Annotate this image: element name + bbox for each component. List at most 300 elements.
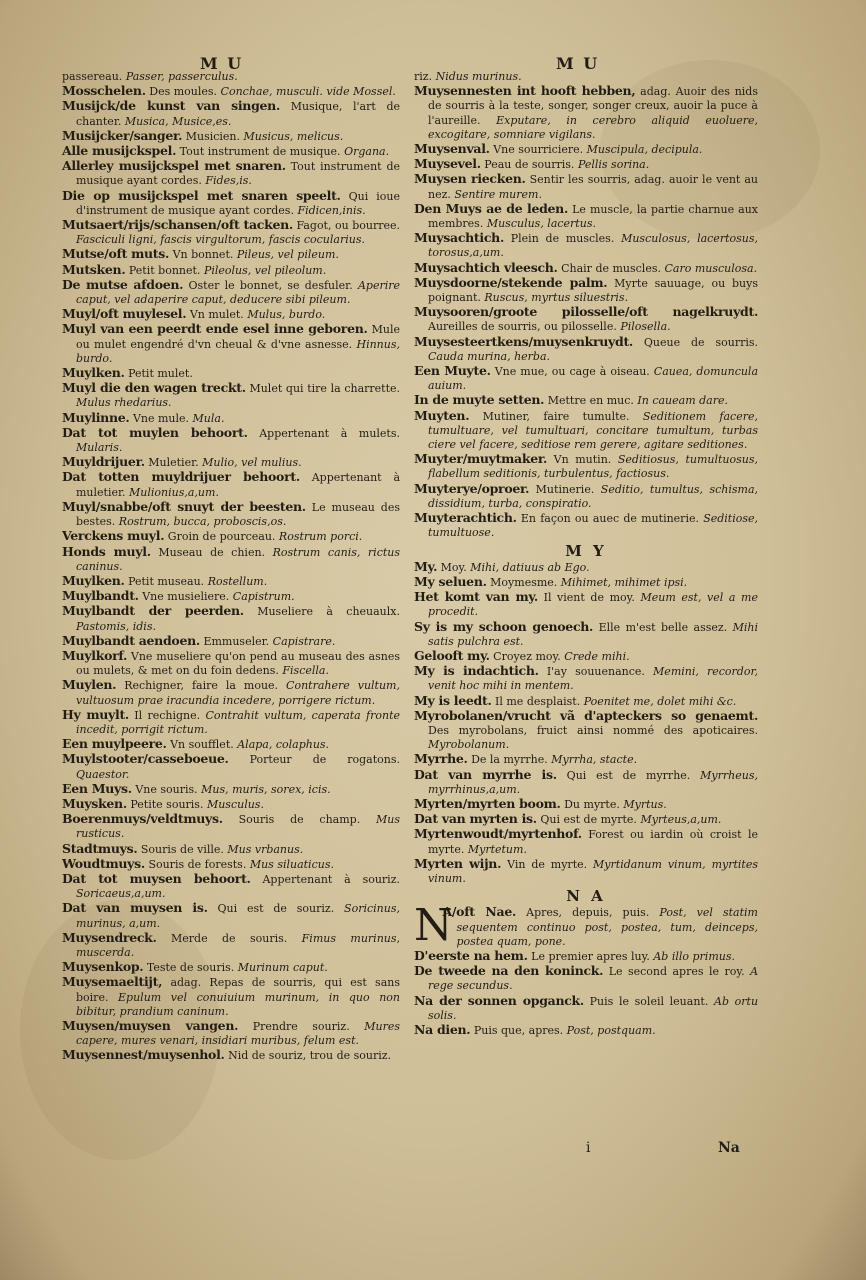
entry-headword: Myrten/myrten boom. bbox=[414, 795, 561, 811]
left-column bbox=[62, 70, 400, 1064]
entry-french: Emmuseler. bbox=[203, 634, 270, 648]
entry-headword: Gelooft my. bbox=[414, 647, 490, 663]
entry-french: Vne musieliere. bbox=[142, 590, 230, 604]
entry-french: Le second apres le roy. bbox=[608, 965, 745, 979]
entry-latin: Musculus. bbox=[206, 797, 264, 811]
entry-latin: Soricinus, murinus, a,um. bbox=[76, 902, 400, 930]
running-head-left: M U bbox=[200, 54, 244, 73]
dictionary-entry bbox=[414, 664, 758, 693]
entry-latin: Fidicen,inis. bbox=[297, 203, 366, 217]
running-head-right: M U bbox=[556, 54, 600, 73]
entry-headword: Muylkorf. bbox=[62, 647, 128, 663]
entry-french: Croyez moy. bbox=[493, 649, 561, 663]
entry-headword: Muysenkop. bbox=[62, 959, 144, 975]
entry-headword: Muylbandt aendoen. bbox=[62, 632, 200, 648]
entry-latin: Mulus, burdo. bbox=[247, 308, 326, 322]
entry-latin: A rege secundus. bbox=[428, 965, 759, 993]
dictionary-entry bbox=[62, 381, 400, 410]
entry-french: Qui ioue d'instrument de musique ayant cordes. bbox=[76, 189, 400, 217]
dictionary-entry bbox=[414, 202, 758, 231]
entry-french: Le museau des bestes. bbox=[76, 500, 400, 529]
entry-french: Vne museliere qu'on pend au museau des asnes ou mulets, & met on du foin dedens. bbox=[76, 649, 400, 678]
entry-latin: Seditio, tumultus, schisma, dissidium, turba, conspiratio. bbox=[428, 482, 759, 510]
entry-headword: Muyter/muytmaker. bbox=[414, 451, 548, 467]
entry-headword: Mutsaert/rijs/schansen/oft tacken. bbox=[62, 217, 293, 233]
entry-headword: Woudtmuys. bbox=[62, 855, 145, 871]
entry-headword: Dat totten muyldrijuer behoort. bbox=[62, 469, 300, 485]
dictionary-entry bbox=[62, 366, 400, 381]
dictionary-entry bbox=[62, 960, 400, 975]
dictionary-entry bbox=[414, 812, 758, 827]
entry-french: Vn mutin. bbox=[553, 453, 612, 467]
entry-latin: Capistrare. bbox=[272, 634, 336, 648]
entry-latin: Musculosus, lacertosus, torosus,a,um. bbox=[428, 232, 758, 260]
dictionary-entry bbox=[414, 70, 758, 84]
entry-french: Vne souris. bbox=[135, 782, 198, 796]
entry-headword: Muyldrijuer. bbox=[62, 454, 145, 470]
entry-headword: Myrtenwoudt/myrtenhof. bbox=[414, 826, 582, 842]
entry-headword: Sy is my schoon genoech. bbox=[414, 618, 594, 634]
entry-latin: Rostrum porci. bbox=[278, 530, 363, 544]
entry-french: Nid de souriz, trou de souriz. bbox=[228, 1049, 392, 1063]
entry-headword: Muyl van een peerdt ende esel inne geboren. bbox=[62, 321, 368, 337]
entry-french: Fagot, ou bourree. bbox=[296, 219, 400, 233]
dictionary-entry bbox=[62, 931, 400, 960]
dictionary-entry bbox=[62, 901, 400, 930]
entry-headword: Dat van myrrhe is. bbox=[414, 766, 557, 782]
dictionary-entry bbox=[62, 144, 400, 159]
entry-latin: Pellis sorina. bbox=[577, 158, 650, 172]
entry-latin: Pileus, vel pileum. bbox=[236, 248, 339, 262]
entry-latin: Mihi, datiuus ab Ego. bbox=[470, 560, 590, 574]
dictionary-entry bbox=[62, 455, 400, 470]
entry-latin: Rostrum canis, rictus caninus. bbox=[76, 545, 401, 573]
entry-latin: Fides,is. bbox=[205, 174, 252, 188]
entry-latin: Mus rusticus. bbox=[76, 813, 401, 841]
dictionary-entry bbox=[62, 678, 400, 707]
entry-headword: Muysen riecken. bbox=[414, 171, 526, 187]
dictionary-entry bbox=[414, 694, 758, 709]
entry-headword: Muylken. bbox=[62, 365, 125, 381]
entry-latin: Myrtetum. bbox=[467, 842, 527, 856]
entry-latin: Mus vrbanus. bbox=[227, 842, 304, 856]
entry-latin: Nidus murinus. bbox=[435, 70, 522, 83]
entry-latin: Musculus, lacertus. bbox=[486, 217, 596, 231]
entry-headword: Mutse/oft muts. bbox=[62, 246, 170, 262]
entry-french: Rechigner, faire la moue. bbox=[124, 679, 279, 693]
entry-french: Forest ou iardin où croist le myrte. bbox=[428, 828, 758, 856]
entry-headword: Myrobolanen/vrucht vã d'apteckers so genaemt. bbox=[414, 707, 758, 723]
entry-latin: Mula. bbox=[192, 411, 225, 425]
entry-french: Mule ou mulet engendré d'vn cheual & d'vne asnesse. bbox=[76, 323, 400, 351]
entry-latin: Myrrha, stacte. bbox=[551, 753, 638, 767]
entry-headword: Muysdoorne/stekende palm. bbox=[414, 274, 608, 290]
entry-headword: Muysesteertkens/muysenkruydt. bbox=[414, 333, 633, 349]
entry-french: Appertenant à souriz. bbox=[262, 872, 400, 886]
dictionary-entry bbox=[62, 842, 400, 857]
entry-latin: Ruscus, myrtus siluestris. bbox=[484, 291, 629, 305]
entry-french: Queue de sourris. bbox=[643, 335, 759, 349]
entry-headword: Muysennesten int hooft hebben, bbox=[414, 83, 636, 99]
dictionary-entry bbox=[62, 737, 400, 752]
entry-headword: Muysken. bbox=[62, 795, 127, 811]
entry-latin: Exputare, in cerebro aliquid euoluere, excogitare, somniare vigilans. bbox=[428, 113, 758, 141]
entry-latin: Mus, muris, sorex, icis. bbox=[201, 782, 331, 796]
dictionary-entry bbox=[62, 470, 400, 499]
right-column-na-entries bbox=[414, 900, 759, 1038]
entry-french: Musicien. bbox=[185, 129, 240, 143]
dictionary-entry bbox=[414, 827, 758, 856]
entry-latin: Mihimet, mihimet ipsi. bbox=[560, 575, 688, 589]
dictionary-entry bbox=[414, 231, 758, 260]
entry-french: Mutiner, faire tumulte. bbox=[482, 409, 630, 423]
entry-french: Le muscle, la partie charnue aux membres. bbox=[428, 202, 758, 231]
entry-headword: Muysendreck. bbox=[62, 929, 157, 945]
entry-headword: Myrten wijn. bbox=[414, 855, 502, 871]
entry-french: Des moules. bbox=[149, 85, 218, 99]
entry-latin: Post, postquam. bbox=[566, 1024, 656, 1037]
entry-headword: Alle musijckspel. bbox=[62, 143, 177, 159]
entry-french: Il vient de moy. bbox=[543, 591, 635, 605]
entry-headword: Dat tot muysen behoort. bbox=[62, 870, 251, 886]
entry-latin: Cauda murina, herba. bbox=[428, 349, 551, 363]
dictionary-entry bbox=[414, 649, 758, 664]
entry-latin: Murinum caput. bbox=[237, 961, 328, 975]
entry-french: Souris de champ. bbox=[238, 813, 361, 827]
entry-french: Qui est de myrrhe. bbox=[566, 768, 691, 782]
entry-latin: Myrtidanum vinum, myrtites vinum. bbox=[428, 857, 758, 885]
entry-headword: Muylen. bbox=[62, 677, 117, 693]
entry-french: Vne mue, ou cage à oiseau. bbox=[494, 365, 650, 379]
entry-latin: Epulum vel conuiuium murinum, in quo non bibitur, prandium caninum. bbox=[76, 990, 401, 1018]
entry-french: Appertenant à muletier. bbox=[76, 471, 400, 499]
entry-headword: Muyl die den wagen treckt. bbox=[62, 380, 246, 396]
entry-headword: Dat van muysen is. bbox=[62, 900, 208, 916]
dictionary-entry bbox=[62, 307, 400, 322]
dictionary-entry bbox=[414, 393, 758, 408]
entry-headword: Musijck/de kunst van singen. bbox=[62, 98, 281, 114]
entry-latin: Mulus rhedarius. bbox=[76, 396, 172, 410]
entry-headword: Dat tot muylen behoort. bbox=[62, 424, 248, 440]
entry-headword: Den Muys ae de leden. bbox=[414, 200, 569, 216]
dictionary-entry bbox=[414, 797, 758, 812]
entry-headword: Honds muyl. bbox=[62, 543, 151, 559]
entry-latin: Ab ortu solis. bbox=[428, 994, 759, 1022]
dictionary-entry bbox=[62, 70, 400, 84]
dictionary-entry bbox=[62, 278, 400, 307]
entry-latin: Pastomis, idis. bbox=[76, 619, 156, 633]
dictionary-entry bbox=[62, 159, 400, 188]
dictionary-entry bbox=[414, 276, 758, 305]
entry-headword: Muysemaeltijt, bbox=[62, 974, 163, 990]
entry-latin: Fiscella. bbox=[282, 664, 329, 678]
dictionary-entry bbox=[414, 364, 758, 393]
entry-latin: Quaestor. bbox=[76, 767, 130, 781]
entry-headword: Verckens muyl. bbox=[62, 528, 165, 544]
entry-french: Vn mulet. bbox=[189, 308, 244, 322]
dictionary-entry bbox=[414, 305, 758, 334]
entry-headword: My is indachtich. bbox=[414, 663, 539, 679]
dictionary-entry bbox=[414, 575, 758, 590]
entry-latin: Post, vel statim sequentem continuo post, postea, tum, deinceps, postea quam, pone. bbox=[456, 906, 758, 948]
entry-headword: Na der sonnen opganck. bbox=[414, 992, 584, 1008]
entry-latin: Mures capere, mures venari, insidiari muribus, felum est. bbox=[76, 1020, 400, 1048]
entry-headword: Muysenval. bbox=[414, 141, 490, 157]
entry-latin: Mularis. bbox=[76, 441, 123, 455]
dictionary-entry bbox=[414, 560, 758, 575]
entry-french: Vn soufflet. bbox=[170, 738, 234, 752]
dictionary-entry bbox=[62, 782, 400, 797]
entry-latin: Rostrum, bucca, proboscis,os. bbox=[118, 515, 287, 529]
entry-headword: Muyterye/oproer. bbox=[414, 480, 530, 496]
entry-latin: Mus siluaticus. bbox=[249, 857, 334, 871]
entry-french: Vn bonnet. bbox=[172, 248, 234, 262]
entry-french: Du myrte. bbox=[564, 797, 620, 811]
entry-latin: Musicus, melicus. bbox=[243, 129, 344, 143]
entry-latin: Ab illo primus. bbox=[653, 949, 735, 963]
entry-headword: In de muyte setten. bbox=[414, 392, 545, 408]
entry-headword: Muysennest/muysenhol. bbox=[62, 1047, 225, 1063]
dictionary-entry bbox=[414, 482, 758, 511]
entry-headword: Muysevel. bbox=[414, 156, 481, 172]
dictionary-entry bbox=[62, 1048, 400, 1063]
entry-headword: Muylstooter/casseboeue. bbox=[62, 751, 229, 767]
dictionary-entry bbox=[62, 99, 400, 128]
dictionary-entry bbox=[62, 322, 400, 366]
entry-latin: Fasciculi ligni, fascis virgultorum, fascis cocularius. bbox=[76, 233, 365, 247]
dictionary-entry bbox=[62, 812, 400, 841]
entry-latin: Pilosella. bbox=[620, 320, 671, 334]
entry-french: Moy. bbox=[440, 560, 467, 574]
dictionary-entry bbox=[414, 949, 758, 964]
entry-headword: Muyten. bbox=[414, 407, 470, 423]
dictionary-entry bbox=[414, 900, 758, 952]
entry-latin: Soricaeus,a,um. bbox=[76, 887, 166, 901]
entry-latin: Poenitet me, dolet mihi &c. bbox=[583, 694, 737, 708]
entry-french: Aureilles de sourris, ou pilosselle. bbox=[428, 320, 617, 334]
entry-latin: Contrahere vultum, vultuosum prae iracundia incedere, porrigere rictum. bbox=[76, 679, 400, 707]
entry-french: Prendre souriz. bbox=[252, 1020, 350, 1033]
entry-latin: Aperire caput, vel adaperire caput, deducere sibi pileum. bbox=[76, 278, 400, 307]
entry-latin: Seditionem facere, tumultuare, vel tumultuari, concitare tumultum, turbas ciere vel facere, seditiose rem gerere, agitare seditiones. bbox=[428, 409, 758, 452]
na-block bbox=[414, 900, 759, 1038]
dictionary-entry bbox=[62, 545, 400, 574]
entry-french: riz. bbox=[414, 70, 433, 83]
dictionary-entry bbox=[414, 1023, 758, 1038]
entry-headword: Die op musijckspel met snaren speelt. bbox=[62, 187, 341, 203]
entry-headword: Muylken. bbox=[62, 572, 125, 588]
entry-latin: Conchae, musculi. vide Mossel. bbox=[220, 85, 396, 99]
entry-french: Vin de myrte. bbox=[507, 857, 588, 871]
entry-french: Petit bonnet. bbox=[128, 263, 201, 277]
entry-french: Qui est de myrte. bbox=[540, 813, 637, 827]
entry-headword: Mosschelen. bbox=[62, 83, 146, 99]
dictionary-entry bbox=[414, 335, 758, 364]
entry-latin: Hinnus, burdo. bbox=[76, 337, 400, 365]
entry-headword: De tweede na den koninck. bbox=[414, 963, 604, 979]
entry-french: Tout instrument de musique ayant cordes. bbox=[76, 160, 400, 188]
entry-headword: Muysachtich vleesch. bbox=[414, 259, 558, 275]
entry-french: Mettre en muc. bbox=[547, 394, 634, 408]
dictionary-entry bbox=[62, 872, 400, 901]
dictionary-entry bbox=[62, 426, 400, 455]
entry-french: Moymesme. bbox=[490, 575, 558, 589]
entry-french: Il me desplaist. bbox=[495, 694, 581, 708]
entry-headword: Muyl/snabbe/oft snuyt der beesten. bbox=[62, 498, 306, 514]
entry-french: Petite souris. bbox=[130, 797, 204, 811]
entry-french: Elle m'est belle assez. bbox=[598, 620, 728, 634]
entry-french: Plein de muscles. bbox=[510, 232, 615, 246]
entry-latin: Alapa, colaphus. bbox=[237, 738, 330, 752]
entry-french: Chair de muscles. bbox=[561, 261, 661, 275]
dictionary-entry bbox=[62, 649, 400, 678]
entry-french: I'ay souuenance. bbox=[546, 665, 645, 679]
entry-latin: Mulio, vel mulius. bbox=[202, 456, 302, 470]
entry-headword: D'eerste na hem. bbox=[414, 947, 528, 963]
right-column bbox=[414, 70, 758, 1038]
entry-latin: Rostellum. bbox=[207, 574, 268, 588]
dictionary-entry bbox=[62, 247, 400, 262]
entry-french: Petit mulet. bbox=[128, 367, 193, 381]
entry-headword: A/oft Nae. bbox=[442, 904, 517, 920]
right-column-my-entries bbox=[414, 560, 758, 886]
entry-latin: Myrobolanum. bbox=[428, 738, 510, 752]
entry-french: Mulet qui tire la charrette. bbox=[249, 382, 400, 396]
right-column-mu-entries bbox=[414, 70, 758, 541]
entry-latin: Myrtus. bbox=[623, 797, 667, 811]
dictionary-entry bbox=[414, 857, 758, 886]
section-heading-my: M Y bbox=[565, 541, 607, 560]
entry-french: Mutinerie. bbox=[535, 482, 595, 496]
entry-headword: Een muylpeere. bbox=[62, 736, 167, 752]
entry-latin: Meum est, vel a me procedit. bbox=[428, 591, 758, 619]
dictionary-entry bbox=[62, 84, 400, 99]
entry-headword: My is leedt. bbox=[414, 692, 492, 708]
dictionary-entry bbox=[414, 590, 758, 619]
entry-latin: Contrahit vultum, caperata fronte incedit, porrigit rictum. bbox=[76, 708, 401, 736]
entry-latin: Seditiose, tumultuose. bbox=[428, 512, 759, 540]
dictionary-entry bbox=[414, 964, 758, 993]
dictionary-entry bbox=[62, 589, 400, 604]
entry-french: Le premier apres luy. bbox=[531, 949, 650, 963]
entry-headword: Muylbandt der peerden. bbox=[62, 603, 244, 619]
entry-headword: Muyterachtich. bbox=[414, 510, 517, 526]
entry-headword: Muysachtich. bbox=[414, 230, 504, 246]
dictionary-entry bbox=[414, 752, 758, 767]
entry-headword: Het komt van my. bbox=[414, 589, 538, 605]
entry-latin: Organa. bbox=[344, 145, 390, 159]
entry-headword: My. bbox=[414, 558, 438, 574]
dictionary-entry bbox=[62, 263, 400, 278]
dictionary-entry bbox=[62, 1019, 400, 1048]
entry-latin: Myrteus,a,um. bbox=[640, 813, 722, 827]
entry-french: Vne sourriciere. bbox=[493, 143, 584, 157]
entry-french: De la myrrhe. bbox=[471, 753, 548, 767]
entry-french: Appertenant à mulets. bbox=[259, 426, 400, 440]
dictionary-entry bbox=[62, 411, 400, 426]
entry-headword: Allerley musijckspel met snaren. bbox=[62, 158, 286, 174]
entry-french: Il rechigne. bbox=[134, 708, 201, 722]
dictionary-entry bbox=[414, 994, 758, 1023]
entry-french: Groin de pourceau. bbox=[167, 530, 276, 544]
dictionary-entry bbox=[62, 857, 400, 872]
entry-headword: De mutse afdoen. bbox=[62, 276, 184, 292]
entry-headword: My seluen. bbox=[414, 573, 487, 589]
dictionary-entry bbox=[414, 157, 758, 172]
entry-headword: Stadtmuys. bbox=[62, 840, 138, 856]
entry-french: Des myrobolans, fruict ainsi nommé des apoticaires. bbox=[428, 723, 758, 737]
dictionary-entry bbox=[414, 172, 758, 201]
entry-headword: Een Muys. bbox=[62, 780, 132, 796]
entry-french: Apres, depuis, puis. bbox=[526, 906, 650, 920]
entry-headword: Myrrhe. bbox=[414, 751, 468, 767]
entry-latin: In caueam dare. bbox=[637, 394, 728, 408]
entry-french: Peau de sourris. bbox=[484, 158, 575, 172]
entry-french: Porteur de rogatons. bbox=[249, 753, 401, 767]
entry-french: Petit museau. bbox=[128, 574, 205, 588]
entry-headword: Na dien. bbox=[414, 1022, 471, 1037]
entry-headword: Hy muylt. bbox=[62, 706, 129, 722]
entry-french: adag. Auoir des nids de sourris à la teste, songer, songer creux, auoir la puce à l'aureille. bbox=[428, 85, 758, 127]
entry-french: Puis le soleil leuant. bbox=[589, 994, 709, 1008]
entry-latin: Mulionius,a,um. bbox=[129, 485, 219, 499]
dictionary-entry bbox=[62, 797, 400, 812]
entry-french: En façon ou auec de mutinerie. bbox=[520, 512, 699, 526]
dictionary-entry bbox=[414, 142, 758, 157]
entry-latin: Cauea, domuncula auium. bbox=[428, 365, 759, 393]
entry-french: adag. Repas de sourris, qui est sans boire. bbox=[76, 976, 400, 1004]
catchword: Na bbox=[718, 1140, 740, 1156]
entry-headword: Een Muyte. bbox=[414, 363, 491, 379]
drop-capital: N bbox=[414, 900, 453, 952]
dictionary-entry bbox=[414, 511, 758, 540]
dictionary-entry bbox=[414, 768, 758, 797]
entry-headword: Muyl/oft muylesel. bbox=[62, 306, 187, 322]
entry-french: Museau de chien. bbox=[158, 545, 266, 559]
entry-latin: Memini, recordor, venit hoc mihi in mentem. bbox=[428, 665, 759, 693]
dictionary-entry bbox=[414, 452, 758, 481]
dictionary-entry bbox=[414, 261, 758, 276]
entry-headword: Muysen/muysen vangen. bbox=[62, 1018, 239, 1033]
entry-french: Muletier. bbox=[148, 456, 199, 470]
dictionary-entry bbox=[62, 189, 400, 218]
entry-french: Qui est de souriz. bbox=[217, 902, 335, 916]
entry-headword: Muylbandt. bbox=[62, 588, 139, 604]
dictionary-entry bbox=[62, 500, 400, 529]
entry-latin: Mihi satis pulchra est. bbox=[428, 620, 759, 648]
entry-latin: Crede mihi. bbox=[564, 649, 630, 663]
entry-latin: Passer, passerculus. bbox=[125, 70, 238, 83]
entry-headword: Mutsken. bbox=[62, 261, 126, 277]
dictionary-entry bbox=[414, 409, 758, 453]
entry-french: Souris de forests. bbox=[148, 857, 247, 871]
entry-french: Tout instrument de musique. bbox=[179, 145, 341, 159]
entry-latin: Musica, Musice,es. bbox=[124, 114, 232, 128]
entry-latin: Pileolus, vel pileolum. bbox=[203, 263, 327, 277]
dictionary-entry bbox=[62, 604, 400, 633]
entry-latin: Seditiosus, tumultuosus, flabellum seditionis, turbulentus, factiosus. bbox=[428, 453, 759, 481]
entry-french: Puis que, apres. bbox=[473, 1024, 564, 1037]
entry-french: Merde de souris. bbox=[171, 931, 288, 945]
dictionary-entry bbox=[62, 218, 400, 247]
entry-latin: Myrrheus, myrrhinus,a,um. bbox=[428, 768, 758, 796]
dictionary-entry bbox=[414, 709, 758, 753]
dictionary-entry bbox=[62, 574, 400, 589]
dictionary-entry bbox=[62, 708, 400, 737]
section-heading-na: N A bbox=[566, 887, 606, 906]
entry-french: Myrte sauuage, ou buys poignant. bbox=[428, 276, 758, 305]
entry-headword: Boerenmuys/veldtmuys. bbox=[62, 811, 223, 827]
